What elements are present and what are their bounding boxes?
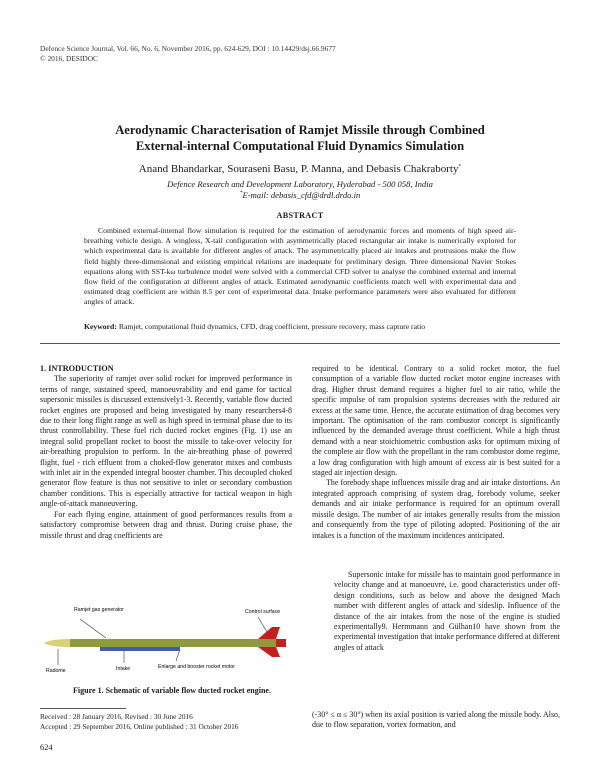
section-divider bbox=[40, 343, 560, 344]
keywords-text: Ramjet, computational fluid dynamics, CFD, drag coefficient, pressure recovery, mass capture ratio bbox=[118, 322, 426, 331]
journal-citation: Defence Science Journal, Vol. 66, No. 6, November 2016, pp. 624-629, DOI : 10.14429/dsj.66.9677 bbox=[40, 44, 336, 53]
figure-1 bbox=[40, 605, 304, 685]
missile-schematic bbox=[40, 605, 304, 685]
accepted-line: Accepted : 29 September 2016, Online published : 31 October 2016 bbox=[40, 722, 239, 731]
email-text: E-mail: debasis_cfd@drdl.drdo.in bbox=[242, 189, 361, 200]
email-line: *E-mail: debasis_cfd@drdl.drdo.in bbox=[239, 189, 361, 200]
page-number: 624 bbox=[40, 743, 53, 752]
missile-nozzle bbox=[276, 639, 286, 647]
right-paragraph-1: required to be identical. Contrary to a solid rocket motor, the fuel consumption of a variable flow ducted rocket motor engine increases with drag. Higher thrust demand requires a higher fuel to air ratio, while the specific impulse of ram propulsion systems decreases with the reduced air excess at the same time. Hence, the accurate estimation of drag becomes very important. The optimisation of the ram combustor concept is significantly influenced by the demanded average thrust coefficient. While a high thrust demand with a near stoichiometric combustion asks for optimum mixing of the complete air flow with the propellant in the ram combustor dome regime, a low drag configuration with high amount of excess air is best suited for a staged air injection design. bbox=[312, 364, 560, 478]
intro-paragraph-2: For each flying engine, attainment of good performances results from a satisfactory compromise between drag and thrust. During cruise phase, the missile thrust and drag coefficients are bbox=[40, 509, 292, 540]
title-line-2: External-internal Computational Fluid Dynamics Simulation bbox=[135, 139, 465, 153]
label-intake: Intake bbox=[116, 666, 131, 672]
affiliation-line: Defence Research and Development Laboratory, Hyderabad - 500 058, India bbox=[167, 179, 433, 189]
right-column-continuation bbox=[312, 710, 560, 731]
intro-paragraph-1: The superiority of ramjet over solid rocket for improved performance in terms of range, sustained speed, manoeuvrability and end game for tactical supersonic missiles is discussed extensively1-3. Recently, variable flow ducted rocket engines are proposed and being investigated by many researchers4-8 due to their long flight range as well as high speed in terminal phase due to its thrust controllability. These fuel rich ducted rocket engines (Fig. 1) use an integral solid propellant rocket to boost the missile to take-over velocity for air-breathing propulsion to perform. In the air-breathing phase of powered flight, fuel - rich effluent from a choked-flow generator mixes and combusts with inlet air in the expended integral booster chamber. This decoupled choked generator flow feature is thus not sensitive to inlet or secondary combustion chamber conditions. This is especially attractive for tactical weapon in high angle-of-attack manoeuvering. bbox=[40, 374, 292, 509]
author-list bbox=[60, 162, 540, 176]
missile-body bbox=[70, 639, 276, 647]
missile-air-duct bbox=[100, 647, 180, 651]
author-names: Anand Bhandarkar, Souraseni Basu, P. Manna, and Debasis Chakraborty bbox=[138, 163, 459, 175]
right-paragraph-3: Supersonic intake for missile has to maintain good performance in velocity change and at manoeuvre, i.e. good characteristics under off-design conditions, such as below and above the designed Mach number with different angles of attack and sideslip. Influence of the distance of the air intakes from the nose of the engine is studied experimentally9. Hermmann and Gülhan10 have shown from the experimental investigation that intake performance differed at different angles of attack bbox=[334, 570, 560, 652]
section-heading-introduction: 1. INTRODUCTION bbox=[40, 364, 114, 373]
paper-title bbox=[60, 122, 540, 154]
right-column bbox=[312, 364, 560, 541]
copyright-line: © 2016, DESIDOC bbox=[40, 54, 98, 63]
keywords bbox=[84, 322, 516, 332]
title-line-1: Aerodynamic Characterisation of Ramjet Missile through Combined bbox=[115, 123, 485, 137]
abstract-body: Combined external-internal flow simulation is required for the estimation of aerodynamic forces and moments of high speed air-breathing vehicle design. A wingless, X-tail configuration with asymmetrically placed rectangular air intake is numerically explored for which experimental data is available for different angles of attack. The asymmetrically placed air intakes and protrusions make the flow field highly three-dimensional and existing empirical relations are inadequate for preliminary design. Three dimensional Navier Stokes equations along with SST-kω turbulence model were solved with a commercial CFD solver to analyse the combined external and internal flow field of the configuration at different angles of attack. Estimated aerodynamic coefficients match well with experimental data and estimated drag coefficient are within 8.5 per cent of experimental data. Intake performance parameters were also evaluated for different angles of attack. bbox=[84, 226, 516, 307]
footnote-rule bbox=[40, 708, 126, 709]
label-control: Control surface bbox=[245, 609, 281, 615]
right-paragraph-2: The forebody shape influences missile drag and air intake distortions. An integrated approach comprising of system drag, forebody volume, seeker demands and air intake performance is required for an optimum overall missile design. The number of air intakes generally results from the mission and consequently from the type of piloting adopted. Positioning of the air intakes is a function of the maximum incidences anticipated. bbox=[312, 478, 560, 540]
label-radome: Radome bbox=[46, 668, 66, 674]
right-column-indented bbox=[334, 570, 560, 653]
keywords-label: Keyword: bbox=[84, 322, 117, 331]
received-line: Received : 28 January 2016, Revised : 30 June 2016 bbox=[40, 712, 193, 721]
footnote-dates bbox=[40, 712, 238, 732]
journal-header bbox=[40, 44, 336, 64]
figure-caption: Figure 1. Schematic of variable flow ducted rocket engine. bbox=[73, 686, 271, 695]
label-booster: Enlarge and booster rocket motor bbox=[158, 664, 235, 670]
left-column bbox=[40, 364, 292, 541]
affiliation bbox=[60, 179, 540, 200]
author-asterisk: * bbox=[458, 163, 462, 170]
label-generator: Ramjet gas generator bbox=[74, 607, 124, 613]
right-paragraph-4: (-30° ≤ α ≤ 30°) when its axial position is varied along the missile body. Also, due to flow separation, vortex formation, and bbox=[312, 710, 560, 730]
abstract-heading: ABSTRACT bbox=[276, 211, 324, 220]
